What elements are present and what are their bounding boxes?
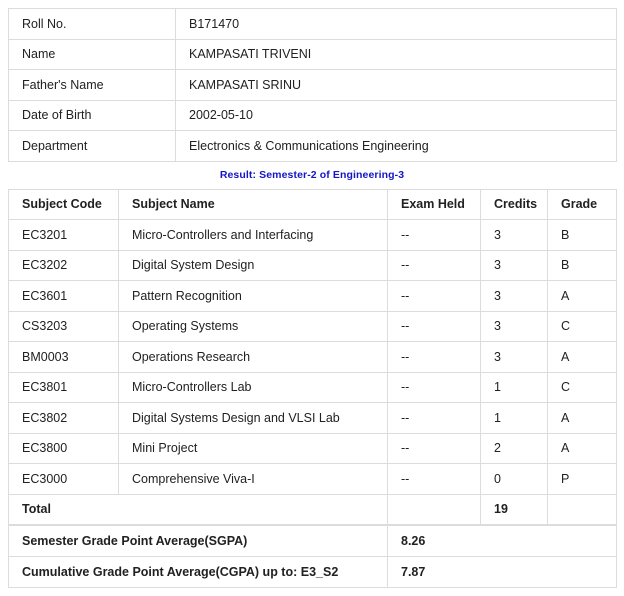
grade-cell: C <box>548 311 617 342</box>
summary-value: 7.87 <box>388 557 617 588</box>
grade-cell: B <box>548 220 617 251</box>
subject-row <box>9 342 617 373</box>
subject-name-cell: Mini Project <box>119 433 388 464</box>
credits-cell: 1 <box>481 403 548 434</box>
gpa-summary-table <box>8 525 617 588</box>
credits-cell: 3 <box>481 281 548 312</box>
exam-held-cell: -- <box>388 281 481 312</box>
credits-cell: 2 <box>481 433 548 464</box>
subject-code-cell: EC3801 <box>9 372 119 403</box>
exam-held-cell: -- <box>388 342 481 373</box>
exam-held-cell: -- <box>388 250 481 281</box>
total-grade-cell <box>548 494 617 525</box>
info-label: Father's Name <box>9 70 176 101</box>
summary-row <box>9 557 617 588</box>
column-header-credits: Credits <box>481 189 548 220</box>
subject-code-cell: EC3202 <box>9 250 119 281</box>
results-header-row <box>9 189 617 220</box>
subject-name-cell: Digital Systems Design and VLSI Lab <box>119 403 388 434</box>
info-label: Department <box>9 131 176 162</box>
credits-cell: 3 <box>481 342 548 373</box>
info-row <box>9 70 617 101</box>
column-header-grade: Grade <box>548 189 617 220</box>
grade-cell: P <box>548 464 617 495</box>
subject-code-cell: EC3601 <box>9 281 119 312</box>
info-value: KAMPASATI TRIVENI <box>176 39 617 70</box>
total-credits: 19 <box>481 494 548 525</box>
exam-held-cell: -- <box>388 433 481 464</box>
subject-code-cell: BM0003 <box>9 342 119 373</box>
grade-cell: A <box>548 281 617 312</box>
grade-cell: C <box>548 372 617 403</box>
subject-name-cell: Micro-Controllers Lab <box>119 372 388 403</box>
info-row <box>9 39 617 70</box>
grade-cell: A <box>548 403 617 434</box>
info-value: 2002-05-10 <box>176 100 617 131</box>
info-row <box>9 9 617 40</box>
column-header-exam-held: Exam Held <box>388 189 481 220</box>
subject-row <box>9 220 617 251</box>
exam-held-cell: -- <box>388 372 481 403</box>
info-value: B171470 <box>176 9 617 40</box>
info-value: Electronics & Communications Engineering <box>176 131 617 162</box>
info-row <box>9 100 617 131</box>
total-exam-held-cell <box>388 494 481 525</box>
credits-cell: 0 <box>481 464 548 495</box>
info-label: Date of Birth <box>9 100 176 131</box>
credits-cell: 3 <box>481 250 548 281</box>
subject-row <box>9 311 617 342</box>
subject-name-cell: Operations Research <box>119 342 388 373</box>
column-header-subject-name: Subject Name <box>119 189 388 220</box>
subject-row <box>9 281 617 312</box>
subject-row <box>9 403 617 434</box>
subject-name-cell: Comprehensive Viva-I <box>119 464 388 495</box>
subject-code-cell: EC3802 <box>9 403 119 434</box>
credits-cell: 3 <box>481 311 548 342</box>
summary-label: Semester Grade Point Average(SGPA) <box>9 526 388 557</box>
info-row <box>9 131 617 162</box>
subject-name-cell: Pattern Recognition <box>119 281 388 312</box>
summary-row <box>9 526 617 557</box>
result-title: Result: Semester-2 of Engineering-3 <box>219 168 405 181</box>
grade-cell: A <box>548 342 617 373</box>
info-label: Roll No. <box>9 9 176 40</box>
subject-row <box>9 464 617 495</box>
subject-code-cell: CS3203 <box>9 311 119 342</box>
summary-value: 8.26 <box>388 526 617 557</box>
subject-name-cell: Micro-Controllers and Interfacing <box>119 220 388 251</box>
subject-row <box>9 433 617 464</box>
subject-code-cell: EC3201 <box>9 220 119 251</box>
subject-name-cell: Operating Systems <box>119 311 388 342</box>
subject-row <box>9 372 617 403</box>
total-row <box>9 494 617 525</box>
info-label: Name <box>9 39 176 70</box>
exam-held-cell: -- <box>388 220 481 251</box>
exam-held-cell: -- <box>388 311 481 342</box>
subject-code-cell: EC3000 <box>9 464 119 495</box>
subject-code-cell: EC3800 <box>9 433 119 464</box>
results-table <box>8 189 617 526</box>
summary-label: Cumulative Grade Point Average(CGPA) up to: E3_S2 <box>9 557 388 588</box>
grade-cell: B <box>548 250 617 281</box>
student-info-table <box>8 8 617 162</box>
credits-cell: 3 <box>481 220 548 251</box>
grade-cell: A <box>548 433 617 464</box>
subject-name-cell: Digital System Design <box>119 250 388 281</box>
credits-cell: 1 <box>481 372 548 403</box>
exam-held-cell: -- <box>388 403 481 434</box>
subject-row <box>9 250 617 281</box>
total-label: Total <box>9 494 388 525</box>
column-header-subject-code: Subject Code <box>9 189 119 220</box>
info-value: KAMPASATI SRINU <box>176 70 617 101</box>
exam-held-cell: -- <box>388 464 481 495</box>
